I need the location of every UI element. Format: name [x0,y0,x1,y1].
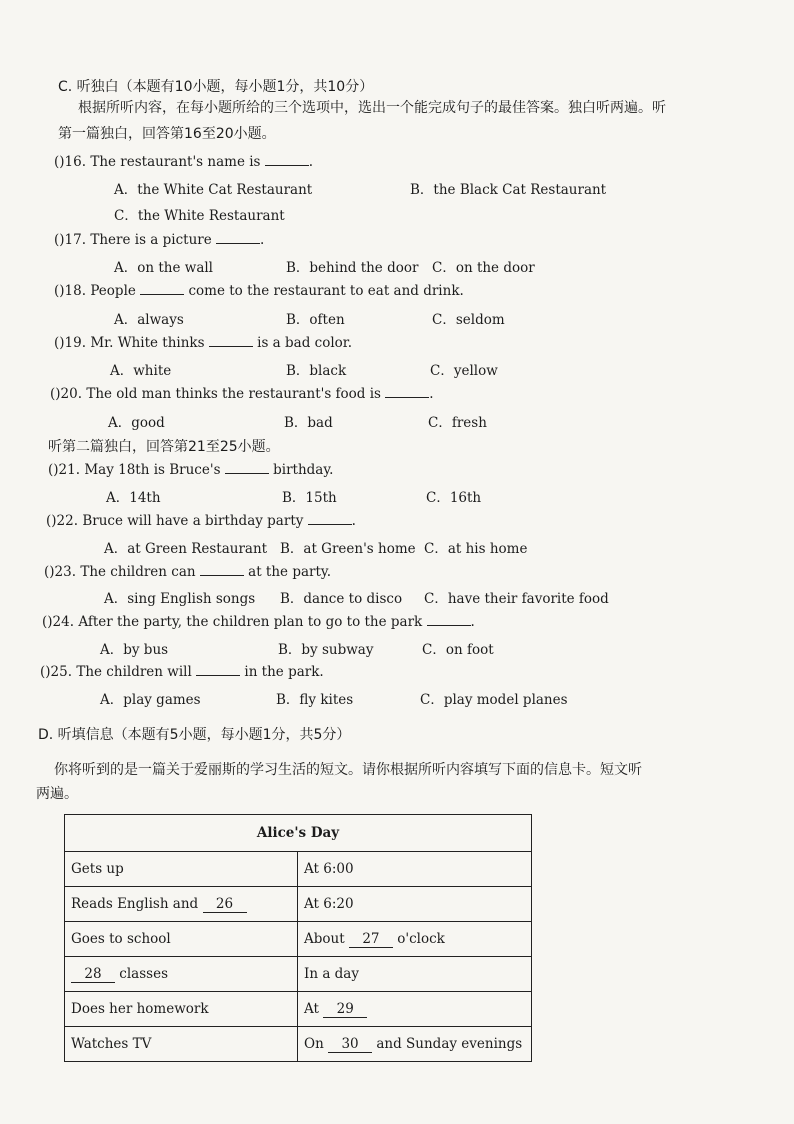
q19-option-b[interactable]: B．black [286,363,347,379]
q17-option-a[interactable]: A．on the wall [114,260,214,276]
question-20: ()20. The old man thinks the restaurant's food is . [50,386,434,402]
q18-option-a[interactable]: A．always [114,312,184,328]
q23-option-b[interactable]: B．dance to disco [280,591,403,607]
question-17: ()17. There is a picture . [54,232,265,248]
table-cell: Reads English and 26 [65,887,298,922]
q18-option-c[interactable]: C．seldom [432,312,505,328]
question-18: ()18. People come to the restaurant to eat and drink. [54,283,464,299]
q25-option-b[interactable]: B．fly kites [276,692,354,708]
q20-option-c[interactable]: C．fresh [428,415,487,431]
q21-option-c[interactable]: C．16th [426,490,482,506]
question-22: ()22. Bruce will have a birthday party . [46,513,356,529]
q24-option-a[interactable]: A．by bus [100,642,169,658]
table-row [65,957,532,992]
q16-option-c[interactable]: C．the White Restaurant [114,208,285,224]
q23-option-c[interactable]: C．have their favorite food [424,591,609,607]
info-card-header [65,815,532,852]
answer-blank-27[interactable]: 27 [349,931,393,948]
question-25: ()25. The children will in the park. [40,664,324,680]
section-c-instruction: 根据所听内容，在每小题所给的三个选项中，选出一个能完成句子的最佳答案。独白听两遍。听 [78,100,666,116]
question-21: ()21. May 18th is Bruce's birthday. [48,462,334,478]
table-cell: In a day [298,957,532,992]
q21-option-b[interactable]: B．15th [282,490,337,506]
table-cell: Watches TV [65,1027,298,1062]
answer-blank[interactable] [385,385,429,398]
q24-option-c[interactable]: C．on foot [422,642,494,658]
table-cell: Does her homework [65,992,298,1027]
table-cell: At 29 [298,992,532,1027]
table-cell: Goes to school [65,922,298,957]
info-card-title: Alice's Day [65,815,532,852]
q17-option-c[interactable]: C．on the door [432,260,535,276]
table-cell: 28 classes [65,957,298,992]
section-c-title: C. 听独白（本题有10小题，每小题1分，共10分） [58,79,374,95]
q23-option-a[interactable]: A．sing English songs [104,591,256,607]
table-cell: About 27 o'clock [298,922,532,957]
q25-option-a[interactable]: A．play games [100,692,201,708]
answer-blank[interactable] [308,512,352,525]
info-card-table [64,814,532,1062]
answer-blank-28[interactable]: 28 [71,966,115,983]
section-d-title: D. 听填信息（本题有5小题，每小题1分，共5分） [38,727,351,743]
table-cell: At 6:20 [298,887,532,922]
question-24: ()24. After the party, the children plan to go to the park . [42,614,475,630]
q20-option-b[interactable]: B．bad [284,415,333,431]
table-cell: Gets up [65,852,298,887]
question-23: ()23. The children can at the party. [44,564,332,580]
q22-option-c[interactable]: C．at his home [424,541,528,557]
q16-option-a[interactable]: A．the White Cat Restaurant [114,182,313,198]
q24-option-b[interactable]: B．by subway [278,642,374,658]
section-d-instruction: 你将听到的是一篇关于爱丽斯的学习生活的短文。请你根据所听内容填写下面的信息卡。短文听 [54,762,642,778]
table-row [65,887,532,922]
answer-blank[interactable] [140,282,184,295]
table-row [65,922,532,957]
table-row [65,852,532,887]
q17-option-b[interactable]: B．behind the door [286,260,419,276]
section-d-instruction-cont: 两遍。 [36,786,78,802]
q22-option-a[interactable]: A．at Green Restaurant [104,541,268,557]
q19-option-a[interactable]: A．white [110,363,172,379]
section-c-instruction-cont: 第一篇独白，回答第16至20小题。 [58,126,276,142]
answer-blank-29[interactable]: 29 [323,1001,367,1018]
q18-option-b[interactable]: B．often [286,312,345,328]
answer-blank[interactable] [225,461,269,474]
answer-blank-26[interactable]: 26 [203,896,247,913]
table-row [65,992,532,1027]
answer-blank[interactable] [216,231,260,244]
answer-blank-30[interactable]: 30 [328,1036,372,1053]
answer-blank[interactable] [196,663,240,676]
q22-option-b[interactable]: B．at Green's home [280,541,416,557]
table-cell: On 30 and Sunday evenings [298,1027,532,1062]
q21-option-a[interactable]: A．14th [106,490,161,506]
q19-option-c[interactable]: C．yellow [430,363,498,379]
section-c-part2: 听第二篇独白，回答第21至25小题。 [48,439,280,455]
table-row [65,1027,532,1062]
answer-blank[interactable] [200,563,244,576]
table-cell: At 6:00 [298,852,532,887]
answer-blank[interactable] [265,153,309,166]
q16-option-b[interactable]: B．the Black Cat Restaurant [410,182,607,198]
q25-option-c[interactable]: C．play model planes [420,692,568,708]
question-16: ()16. The restaurant's name is . [54,154,314,170]
answer-blank[interactable] [427,613,471,626]
question-19: ()19. Mr. White thinks is a bad color. [54,335,353,351]
q20-option-a[interactable]: A．good [108,415,165,431]
answer-blank[interactable] [209,334,253,347]
